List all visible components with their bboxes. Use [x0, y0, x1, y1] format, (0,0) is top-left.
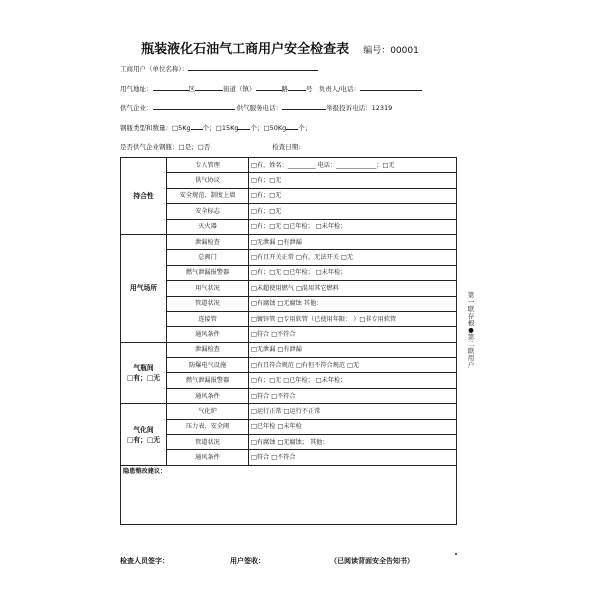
- item-label: 安全规范、制度上墙: [167, 188, 249, 203]
- user-name-blank: [188, 63, 318, 71]
- item-label: 用气状况: [167, 281, 249, 296]
- remark-label: 隐患整改建议：: [121, 465, 457, 524]
- table-row: [121, 219, 457, 234]
- section-label: 气瓶间 □有；□无: [121, 342, 167, 404]
- item-options: □符合 □不符合: [249, 388, 457, 403]
- side-note: 第一联存根●第二联用户: [467, 291, 475, 369]
- address-street: 街道（镇）: [223, 85, 256, 93]
- table-row: [121, 158, 457, 173]
- item-options: □有；□无: [249, 188, 457, 203]
- item-options: □有腐蚀 □无腐蚀 其他：: [249, 296, 457, 311]
- item-options: □有；□无 □已年检； □未年检；: [249, 373, 457, 388]
- bottle-line: [120, 122, 311, 132]
- table-row: [121, 250, 457, 265]
- item-label: 通风条件: [167, 450, 249, 465]
- table-row: [121, 419, 457, 434]
- table-row: [121, 373, 457, 388]
- item-options: □符合 □不符合: [249, 450, 457, 465]
- item-label: 泄漏检查: [167, 234, 249, 249]
- item-options: □有；□无: [249, 204, 457, 219]
- bottle-50kg-label: 个；□50Kg: [250, 124, 287, 132]
- address-label: 用气地址：: [120, 85, 153, 93]
- item-label: 供气协议: [167, 173, 249, 188]
- item-options: □无泄漏 □有泄漏: [249, 234, 457, 249]
- table-row: [121, 404, 457, 419]
- table-row: [121, 296, 457, 311]
- section-label: 用气场所: [121, 234, 167, 342]
- table-row: [121, 342, 457, 357]
- item-options: □有；□无 □已年检； □未年检；: [249, 219, 457, 234]
- user-signature-label: 用户签收：: [230, 557, 265, 565]
- table-row: [121, 188, 457, 203]
- table-row: [121, 265, 457, 280]
- item-label: 管道状况: [167, 435, 249, 450]
- address-road: 路: [281, 85, 288, 93]
- address-number: 号: [306, 85, 313, 93]
- form-title-bar: [0, 38, 600, 57]
- item-options: □有；□无: [249, 173, 457, 188]
- item-options: □未超使用燃气 □混用其它燃料: [249, 281, 457, 296]
- item-options: □有且符合规范 □有但不符合规范 □无: [249, 358, 457, 373]
- mark-dot: [455, 553, 457, 555]
- inspector-signature-label: 检查人员签字：: [120, 557, 169, 565]
- remark-row: [121, 465, 457, 524]
- check-date-label: 检查日期：: [272, 143, 305, 151]
- complaint-phone: 举报投诉电话：12319: [326, 104, 393, 112]
- item-label: 通风条件: [167, 388, 249, 403]
- supplier-label: 供气企业：: [120, 104, 153, 112]
- item-options: □运行正常 □运行不正常: [249, 404, 457, 419]
- form-title: 瓶装液化石油气工商用户安全检查表: [141, 42, 350, 57]
- table-row: [121, 358, 457, 373]
- item-label: 燃气泄漏报警器: [167, 373, 249, 388]
- own-bottle-label: 是否供气企业钢瓶：□是；□否: [120, 143, 211, 151]
- item-label: 压力表、安全阀: [167, 419, 249, 434]
- user-name-line: [120, 63, 318, 73]
- table-row: [121, 327, 457, 342]
- bottle-unit: 个；: [298, 124, 312, 132]
- form-number: 编号：00001: [363, 46, 419, 56]
- item-options: □有；□无 □已年检； □未年检；: [249, 265, 457, 280]
- item-options: □有，姓名：_________ 电话：_____________；□无: [249, 158, 457, 173]
- manager-phone-label: 负责人/电话：: [318, 85, 360, 93]
- item-label: 连接管: [167, 311, 249, 326]
- inspection-table: [120, 157, 457, 525]
- item-options: □有腐蚀 □无腐蚀； 其他：: [249, 435, 457, 450]
- item-options: □已年检 □未年检: [249, 419, 457, 434]
- table-row: [121, 311, 457, 326]
- item-label: 泄漏检查: [167, 342, 249, 357]
- section-label: 气化间 □有；□无: [121, 404, 167, 466]
- table-row: [121, 234, 457, 249]
- item-options: □符合 □不符合: [249, 327, 457, 342]
- item-label: 气化炉: [167, 404, 249, 419]
- service-phone-label: 供气服务电话：: [236, 104, 283, 112]
- safety-notice-text: （已阅读背面安全告知书）: [330, 557, 414, 565]
- section-label: 持合性: [121, 158, 167, 235]
- item-label: 防爆电气设施: [167, 358, 249, 373]
- table-row: [121, 281, 457, 296]
- item-label: 安全标志: [167, 204, 249, 219]
- table-row: [121, 450, 457, 465]
- supplier-line: [120, 102, 392, 112]
- item-label: 总阀门: [167, 250, 249, 265]
- item-options: □镀锌管 □专用软管（已使用年限： ）□非专用软管: [249, 311, 457, 326]
- item-label: 燃气泄漏报警器: [167, 265, 249, 280]
- address-district: 区: [188, 85, 195, 93]
- user-name-label: 工商用户（单位名称）：: [120, 65, 189, 73]
- contract-line: [120, 142, 305, 151]
- table-row: [121, 388, 457, 403]
- table-row: [121, 204, 457, 219]
- item-label: 专人管理: [167, 158, 249, 173]
- item-label: 灭火器: [167, 219, 249, 234]
- item-options: □有且开关正常 □有，无法开关 □无: [249, 250, 457, 265]
- bottle-5kg-label: 钢瓶类型和数量：□5Kg: [120, 124, 191, 132]
- item-label: 管道状况: [167, 296, 249, 311]
- table-row: [121, 435, 457, 450]
- bottle-15kg-label: 个；□15Kg: [202, 124, 239, 132]
- item-options: □无泄漏 □有泄漏: [249, 342, 457, 357]
- address-line: [120, 83, 422, 93]
- table-row: [121, 173, 457, 188]
- item-label: 通风条件: [167, 327, 249, 342]
